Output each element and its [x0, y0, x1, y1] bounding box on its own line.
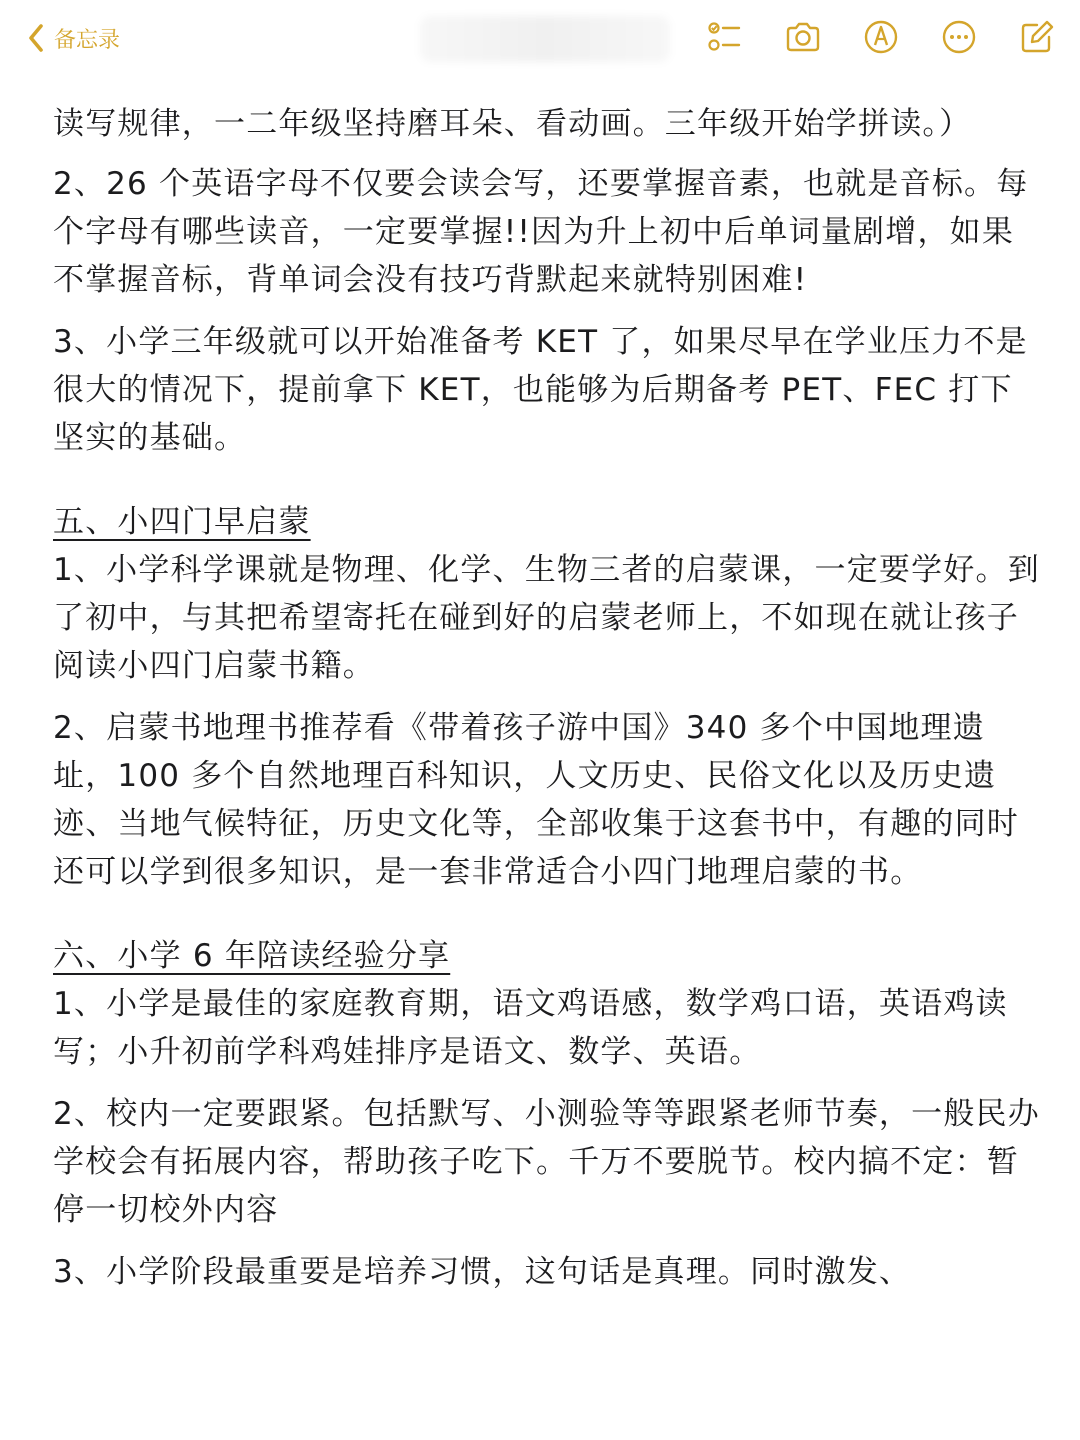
section-heading: 五、小四门早启蒙 [53, 504, 311, 540]
note-toolbar [668, 16, 1058, 58]
note-paragraph: 3、小学三年级就可以开始准备考 KET 了，如果尽早在学业压力不是很大的情况下，提前拿下 KET，也能够为后期备考 PET、FEC 打下坚实的基础。 [53, 324, 1028, 456]
note-body[interactable] [53, 100, 1043, 1310]
note-paragraph: 读写规律，一二年级坚持磨耳朵、看动画。三年级开始学拼读。） [53, 106, 972, 142]
chevron-left-icon [24, 20, 50, 56]
checklist-button[interactable] [704, 16, 746, 58]
markup-icon [861, 17, 901, 57]
checklist-icon [705, 17, 745, 57]
more-button[interactable] [938, 16, 980, 58]
back-label: 备忘录 [54, 27, 121, 53]
note-paragraph: 2、启蒙书地理书推荐看《带着孩子游中国》340 多个中国地理遗址，100 多个自然地理百科知识，人文历史、民俗文化以及历史遗迹、当地气候特征，历史文化等，全部收集于这套书中，有趣的同时还可以学到很多知识，是一套非常适合小四门地理启蒙的书。 [53, 710, 1019, 890]
note-paragraph: 3、小学阶段最重要是培养习惯，这句话是真理。同时激发、 [53, 1254, 912, 1290]
compose-button[interactable] [1016, 16, 1058, 58]
note-paragraph: 2、校内一定要跟紧。包括默写、小测验等等跟紧老师节奏，一般民办学校会有拓展内容，帮助孩子吃下。千万不要脱节。校内搞不定：暂停一切校外内容 [53, 1096, 1040, 1228]
navigation-bar [0, 0, 1080, 78]
markup-button[interactable] [860, 16, 902, 58]
compose-icon [1017, 17, 1057, 57]
camera-icon [783, 17, 823, 57]
camera-button[interactable] [782, 16, 824, 58]
more-icon [939, 17, 979, 57]
note-paragraph: 1、小学是最佳的家庭教育期，语文鸡语感，数学鸡口语，英语鸡读写；小升初前学科鸡娃排序是语文、数学、英语。 [53, 986, 1008, 1070]
blurred-note-title [420, 16, 670, 62]
section-heading: 六、小学 6 年陪读经验分享 [53, 938, 451, 974]
note-paragraph: 1、小学科学课就是物理、化学、生物三者的启蒙课，一定要学好。到了初中，与其把希望寄托在碰到好的启蒙老师上，不如现在就让孩子阅读小四门启蒙书籍。 [53, 552, 1040, 684]
note-paragraph: 2、26 个英语字母不仅要会读会写，还要掌握音素，也就是音标。每个字母有哪些读音，一定要掌握!!因为升上初中后单词量剧增，如果不掌握音标，背单词会没有技巧背默起来就特别困难! [53, 166, 1029, 298]
back-button[interactable] [24, 18, 120, 58]
